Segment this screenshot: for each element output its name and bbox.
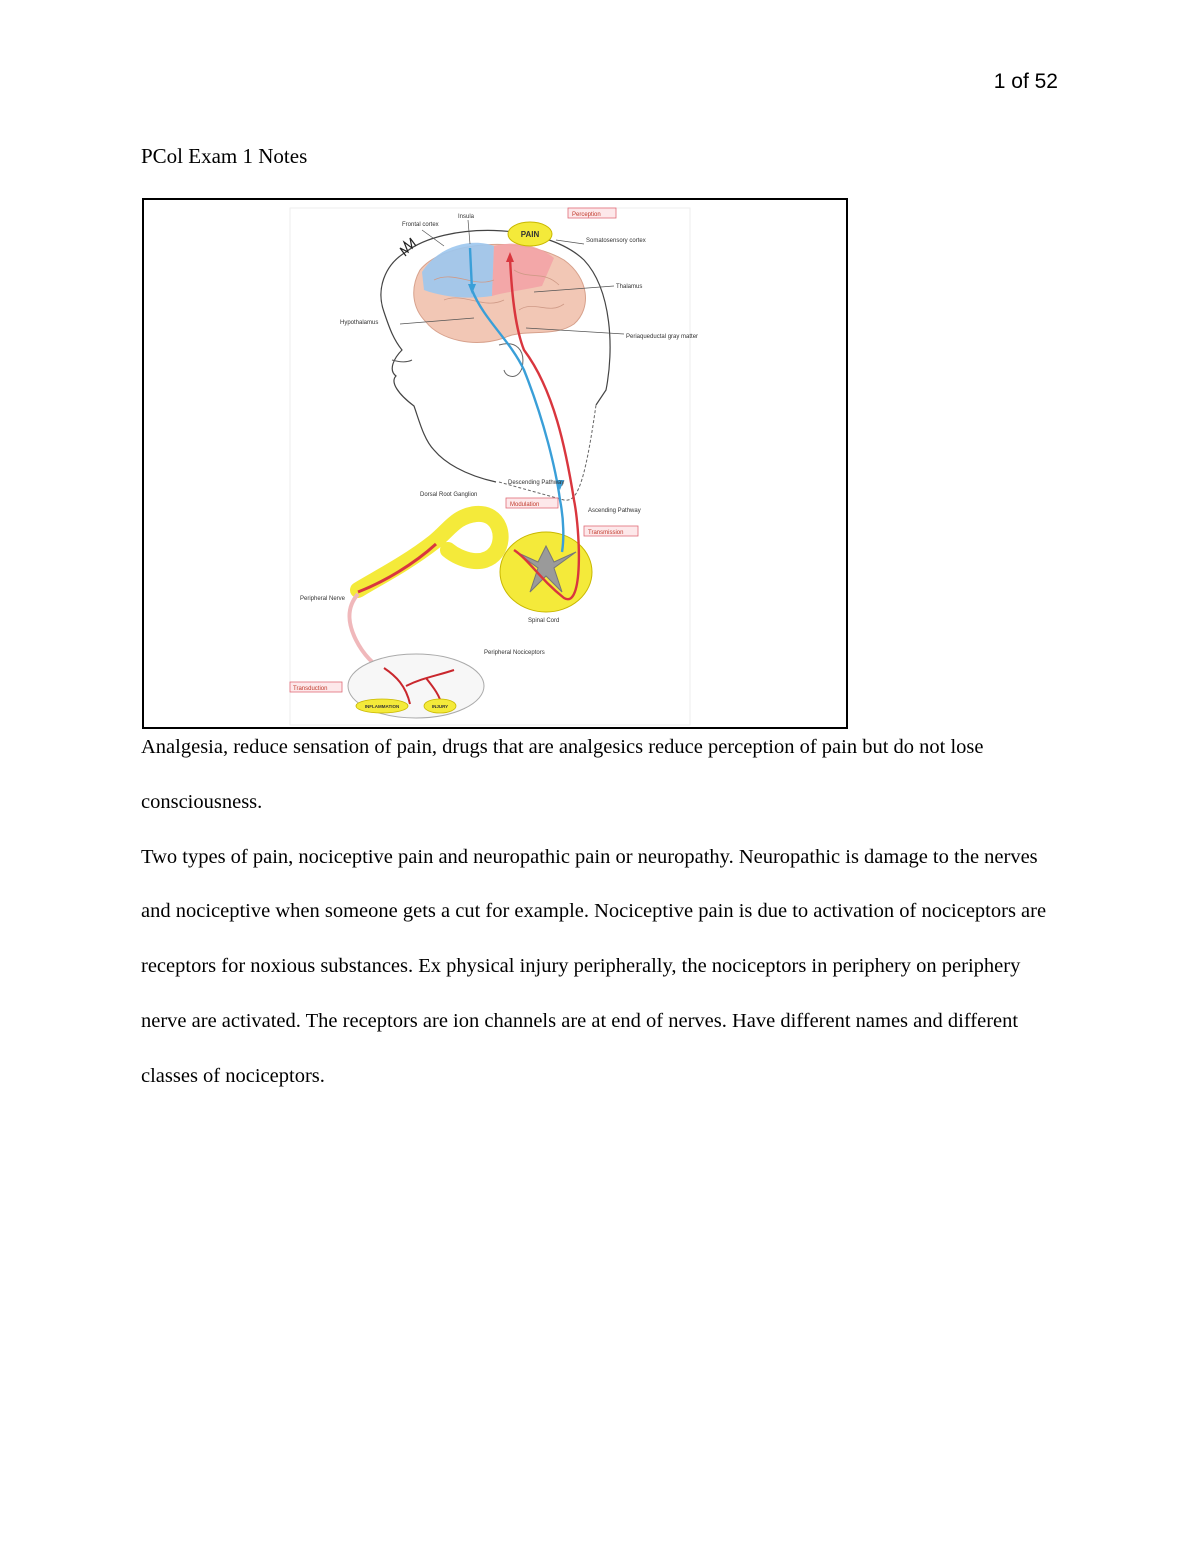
- dorsal-root-ganglion-label: Dorsal Root Ganglion: [420, 492, 478, 498]
- transmission-label: Transmission: [588, 530, 624, 536]
- somatosensory-label: Somatosensory cortex: [586, 238, 646, 244]
- paragraph-analgesia: Analgesia, reduce sensation of pain, drugs that are analgesics reduce perception of pain but do not lose consciousness.: [141, 736, 984, 813]
- modulation-label: Modulation: [510, 502, 540, 508]
- thalamus-label: Thalamus: [616, 284, 643, 290]
- transduction-label: Transduction: [293, 686, 328, 692]
- hypothalamus-label: Hypothalamus: [340, 320, 379, 326]
- peripheral-nerve-label: Peripheral Nerve: [300, 596, 346, 602]
- pain-pathway-diagram: [144, 200, 846, 727]
- perception-label: Perception: [572, 212, 601, 218]
- inflammation-label: INFLAMMATION: [364, 704, 400, 709]
- frontal-cortex-label: Frontal cortex: [402, 222, 439, 228]
- paragraph-pain-types: Two types of pain, nociceptive pain and neuropathic pain or neuropathy. Neuropathic is damage to the nerves and nociceptive when someone gets a cut for example. Nociceptive pain is due to activation of nociceptors are receptors for noxious substances. Ex physical injury peripherally, the nociceptors in periphery on periphery nerve are activated. The receptors are ion channels are at end of nerves. Have different names and different classes of nociceptors.: [141, 845, 1047, 1087]
- injury-label: INJURY: [431, 704, 449, 709]
- insula-label: Insula: [458, 214, 475, 220]
- pain-label: PAIN: [520, 230, 540, 239]
- ascending-pathway-label: Ascending Pathway: [588, 508, 641, 514]
- page-number: 1 of 52: [993, 70, 1058, 93]
- pain-pathway-figure: [142, 198, 848, 729]
- notes-body: [141, 720, 1066, 1104]
- spinal-cord-label: Spinal Cord: [528, 618, 560, 624]
- periaqueductal-label: Periaqueductal gray matter: [626, 334, 699, 340]
- document-title: PCol Exam 1 Notes: [141, 144, 308, 168]
- descending-pathway-label: Descending Pathway: [508, 480, 565, 486]
- peripheral-nociceptors-label: Peripheral Nociceptors: [484, 650, 545, 656]
